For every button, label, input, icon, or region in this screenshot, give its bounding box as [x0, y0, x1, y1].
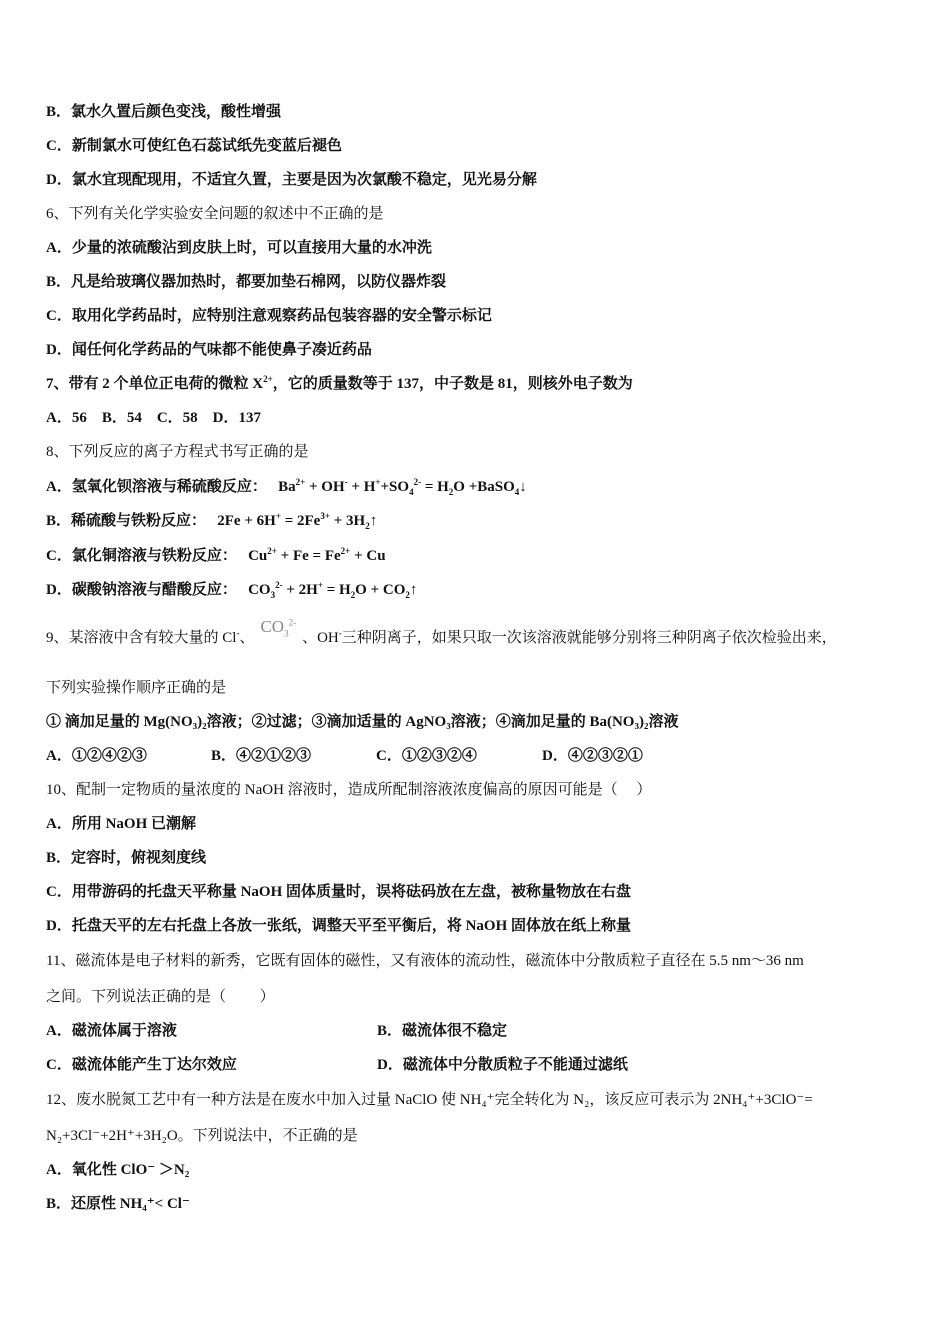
q7-charge: 2+ — [263, 374, 273, 384]
q9-option-d: D．④②③②① — [542, 748, 643, 764]
q5-option-c: C．新制氯水可使红色石蕊试纸先变蓝后褪色 — [46, 138, 342, 154]
q6-option-a: A．少量的浓硫酸沾到皮肤上时，可以直接用大量的水冲洗 — [46, 240, 432, 256]
q9-option-c: C．①②③②④ — [376, 748, 477, 764]
q12-option-a: A．氧化性 ClO⁻ ＞N₂ — [46, 1162, 190, 1178]
q8-option-b: B．稀硫酸与铁粉反应： $2Fe + 6H^+ = 2Fe^{3+}$ + $3H_2↑$ — [46, 511, 378, 531]
q9-option-b: B．④②①②③ — [211, 748, 312, 764]
q8-option-d: D．碳酸钠溶液与醋酸反应： $CO_3^{2-} + 2H^+ = H_2O$ + $CO_2↑$ — [46, 580, 418, 600]
q7-stem-text: 7、带有 2 个单位正电荷的微粒 X — [46, 376, 264, 392]
q11-stem-line2: 之间。下列说法正确的是（ ） — [46, 989, 275, 1005]
q8-option-a: A．氢氧化钡溶液与稀硫酸反应： $Ba^{2+} + OH^- + H^++SO_4^{2-} = H_2O$ +BaSO$_4$↓ — [46, 477, 527, 497]
q8-b-label: B．稀硫酸与铁粉反应： — [46, 513, 207, 529]
q6-stem: 6、下列有关化学实验安全问题的叙述中不正确的是 — [46, 206, 384, 222]
carbonate-formula-image: $CO_3^{2-}$ — [260, 617, 297, 639]
q8-a-label: A．氢氧化钡溶液与稀硫酸反应： — [46, 479, 267, 495]
q9-option-a: A．①②④②③ — [46, 748, 147, 764]
q12-option-b: B．还原性 NH₄⁺< Cl⁻ — [46, 1196, 190, 1212]
q9-stem-text: 9、某溶液中含有较大量的 Cl — [46, 630, 237, 646]
q5-option-b: B．氯水久置后颜色变浅，酸性增强 — [46, 104, 282, 120]
q9-stem-line2: 下列实验操作顺序正确的是 — [46, 680, 227, 696]
q8-stem: 8、下列反应的离子方程式书写正确的是 — [46, 444, 309, 460]
q10-stem: 10、配制一定物质的量浓度的 NaOH 溶液时，造成所配制溶液浓度偏高的原因可能是（ ） — [46, 782, 652, 798]
q10-option-b: B．定容时，俯视刻度线 — [46, 850, 207, 866]
q10-option-a: A．所用 NaOH 已潮解 — [46, 816, 197, 832]
q11-stem: 11、磁流体是电子材料的新秀，它既有固体的磁性，又有液体的流动性，磁流体中分散质粒子直径在 5.5 nm～36 nm — [46, 953, 804, 969]
q7-stem-rest: ，它的质量数等于 137，中子数是 81，则核外电子数为 — [272, 376, 633, 392]
q9-stem-rest: 三种阴离子，如果只取一次该溶液就能够分别将三种阴离子依次检验出来， — [341, 630, 837, 646]
q8-d-label: D．碳酸钠溶液与醋酸反应： — [46, 582, 237, 598]
q6-option-b: B．凡是给玻璃仪器加热时，都要加垫石棉网，以防仪器炸裂 — [46, 274, 447, 290]
q6-option-c: C．取用化学药品时，应特别注意观察药品包装容器的安全警示标记 — [46, 308, 492, 324]
q9-steps: ① 滴加足量的 Mg(NO₃)₂溶液；②过滤；③滴加适量的 AgNO₃溶液；④滴加足量的 Ba(NO₃)₂溶液 — [46, 714, 679, 730]
q9-stem-mid: 、OH — [302, 630, 339, 646]
q10-option-c: C．用带游码的托盘天平称量 NaOH 固体质量时，误将砝码放在左盘，被称量物放在右盘 — [46, 884, 632, 900]
q7-options: A．56 B．54 C．58 D．137 — [46, 410, 262, 426]
q11-option-d: D．磁流体中分散质粒子不能通过滤纸 — [377, 1057, 628, 1073]
q5-option-d: D．氯水宜现配现用，不适宜久置，主要是因为次氯酸不稳定，见光易分解 — [46, 172, 537, 188]
q8-c-label: C．氯化铜溶液与铁粉反应： — [46, 548, 237, 564]
q12-stem: 12、废水脱氮工艺中有一种方法是在废水中加入过量 NaClO 使 NH₄⁺完全转化为 N₂，该反应可表示为 2NH₄⁺+3ClO⁻= — [46, 1092, 813, 1108]
q12-stem-line2: N₂+3Cl⁻+2H⁺+3H₂O。下列说法中，不正确的是 — [46, 1128, 358, 1144]
q10-option-d: D．托盘天平的左右托盘上各放一张纸，调整天平至平衡后，将 NaOH 固体放在纸上称量 — [46, 918, 632, 934]
q9-stem: 9、某溶液中含有较大量的 Cl-、$CO_3^{2-}$、OH-三种阴离子，如果只取一次该溶液就能够分别将三种阴离子依次检验出来， — [46, 617, 837, 646]
q11-option-b: B．磁流体很不稳定 — [377, 1023, 508, 1039]
q7-stem — [46, 374, 633, 394]
q11-option-c: C．磁流体能产生丁达尔效应 — [46, 1057, 237, 1073]
q8-option-c: C．氯化铜溶液与铁粉反应： $Cu^{2+} + Fe = Fe^{2+} + Cu$ — [46, 546, 386, 564]
q6-option-d: D．闻任何化学药品的气味都不能使鼻子凑近药品 — [46, 342, 372, 358]
q11-option-a: A．磁流体属于溶液 — [46, 1023, 177, 1039]
